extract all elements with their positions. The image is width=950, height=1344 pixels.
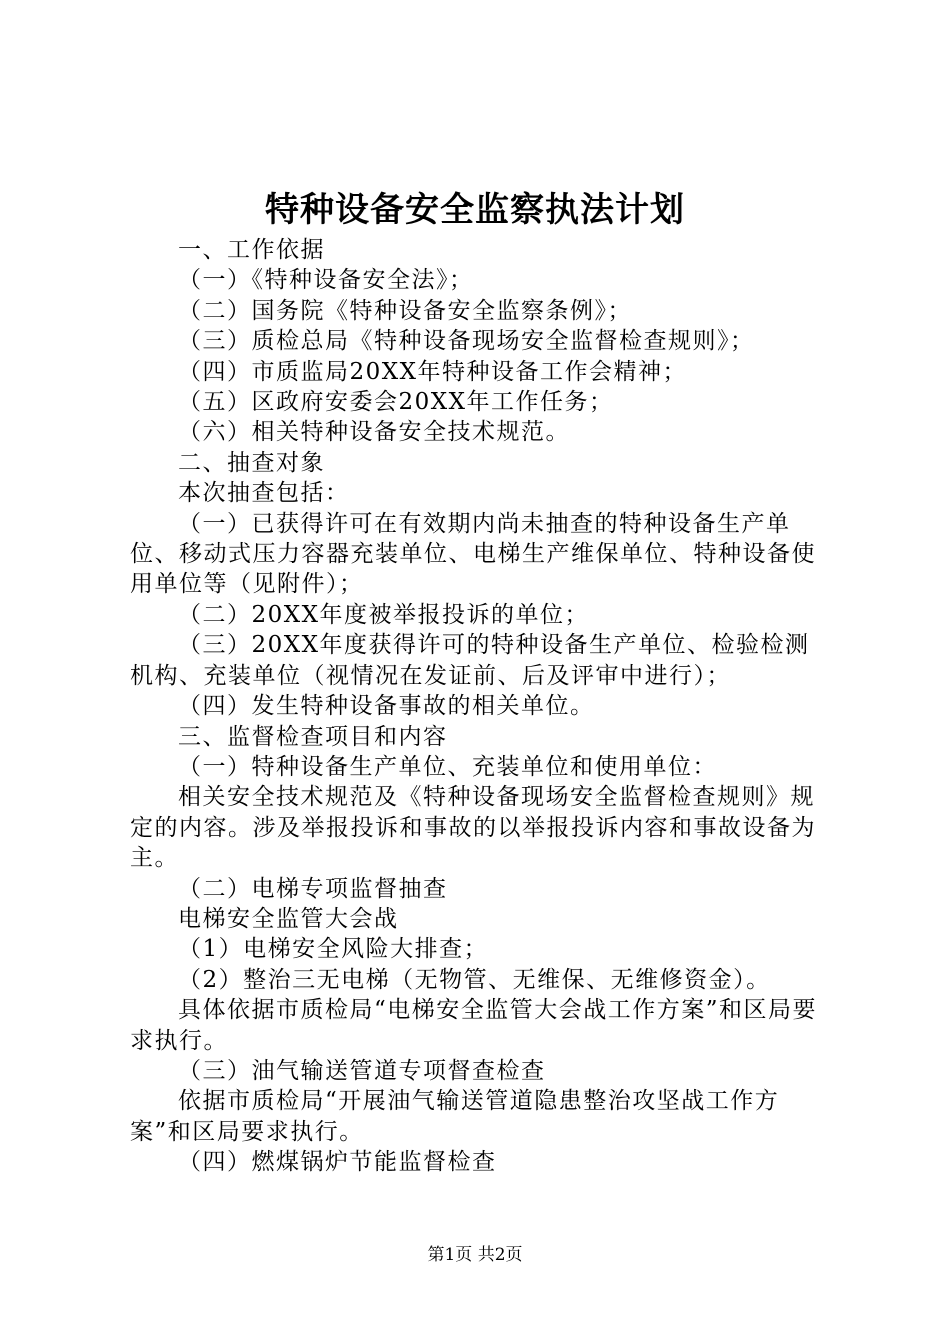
section-heading-targets: 二、抽查对象 [178,449,325,476]
paragraph: （2）整治三无电梯（无物管、无维保、无维修资金）。 [178,966,771,993]
paragraph: 依据市质检局“开展油气输送管道隐患整治攻坚战工作方案”和区局要求执行。 [130,1088,780,1145]
paragraph: 电梯安全监管大会战 [178,905,399,932]
paragraph: （三）质检总局《特种设备现场安全监督检查规则》； [178,328,755,355]
paragraph: （一）已获得许可在有效期内尚未抽查的特种设备生产单位、移动式压力容器充装单位、电梯生产维保单位、特种设备使用单位等（见附件）； [130,510,816,598]
paragraph: （三）20XX年度获得许可的特种设备生产单位、检验检测机构、充装单位（视情况在发证前、后及评审中进行）； [130,632,810,689]
document-title: 特种设备安全监察执法计划 [265,190,685,230]
paragraph: （一）特种设备生产单位、充装单位和使用单位： [178,753,717,780]
paragraph: （二）20XX年度被举报投诉的单位； [178,601,590,628]
paragraph: （二）国务院《特种设备安全监察条例》； [178,297,632,324]
paragraph: （一）《特种设备安全法》； [178,267,474,294]
paragraph: 相关安全技术规范及《特种设备现场安全监督检查规则》规定的内容。涉及举报投诉和事故的以举报投诉内容和事故设备为主。 [130,784,816,872]
document-body [130,235,830,1178]
paragraph: （四）发生特种设备事故的相关单位。 [178,693,595,720]
section-heading-items: 三、监督检查项目和内容 [178,723,448,750]
paragraph: （六）相关特种设备安全技术规范。 [178,419,570,446]
paragraph: 本次抽查包括： [178,480,350,507]
paragraph: （1）电梯安全风险大排查； [178,936,489,963]
section-heading-basis: 一、工作依据 [178,237,325,263]
paragraph: （四）燃煤锅炉节能监督检查 [178,1149,497,1176]
paragraph: 具体依据市质检局“电梯安全监管大会战工作方案”和区局要求执行。 [130,997,818,1054]
paragraph: （二）电梯专项监督抽查 [178,875,448,902]
paragraph: （四）市质监局20XX年特种设备工作会精神； [178,358,688,385]
paragraph: （三）油气输送管道专项督查检查 [178,1057,546,1084]
page-number: 第1页 共2页 [427,1245,523,1265]
paragraph: （五）区政府安委会20XX年工作任务； [178,389,614,416]
